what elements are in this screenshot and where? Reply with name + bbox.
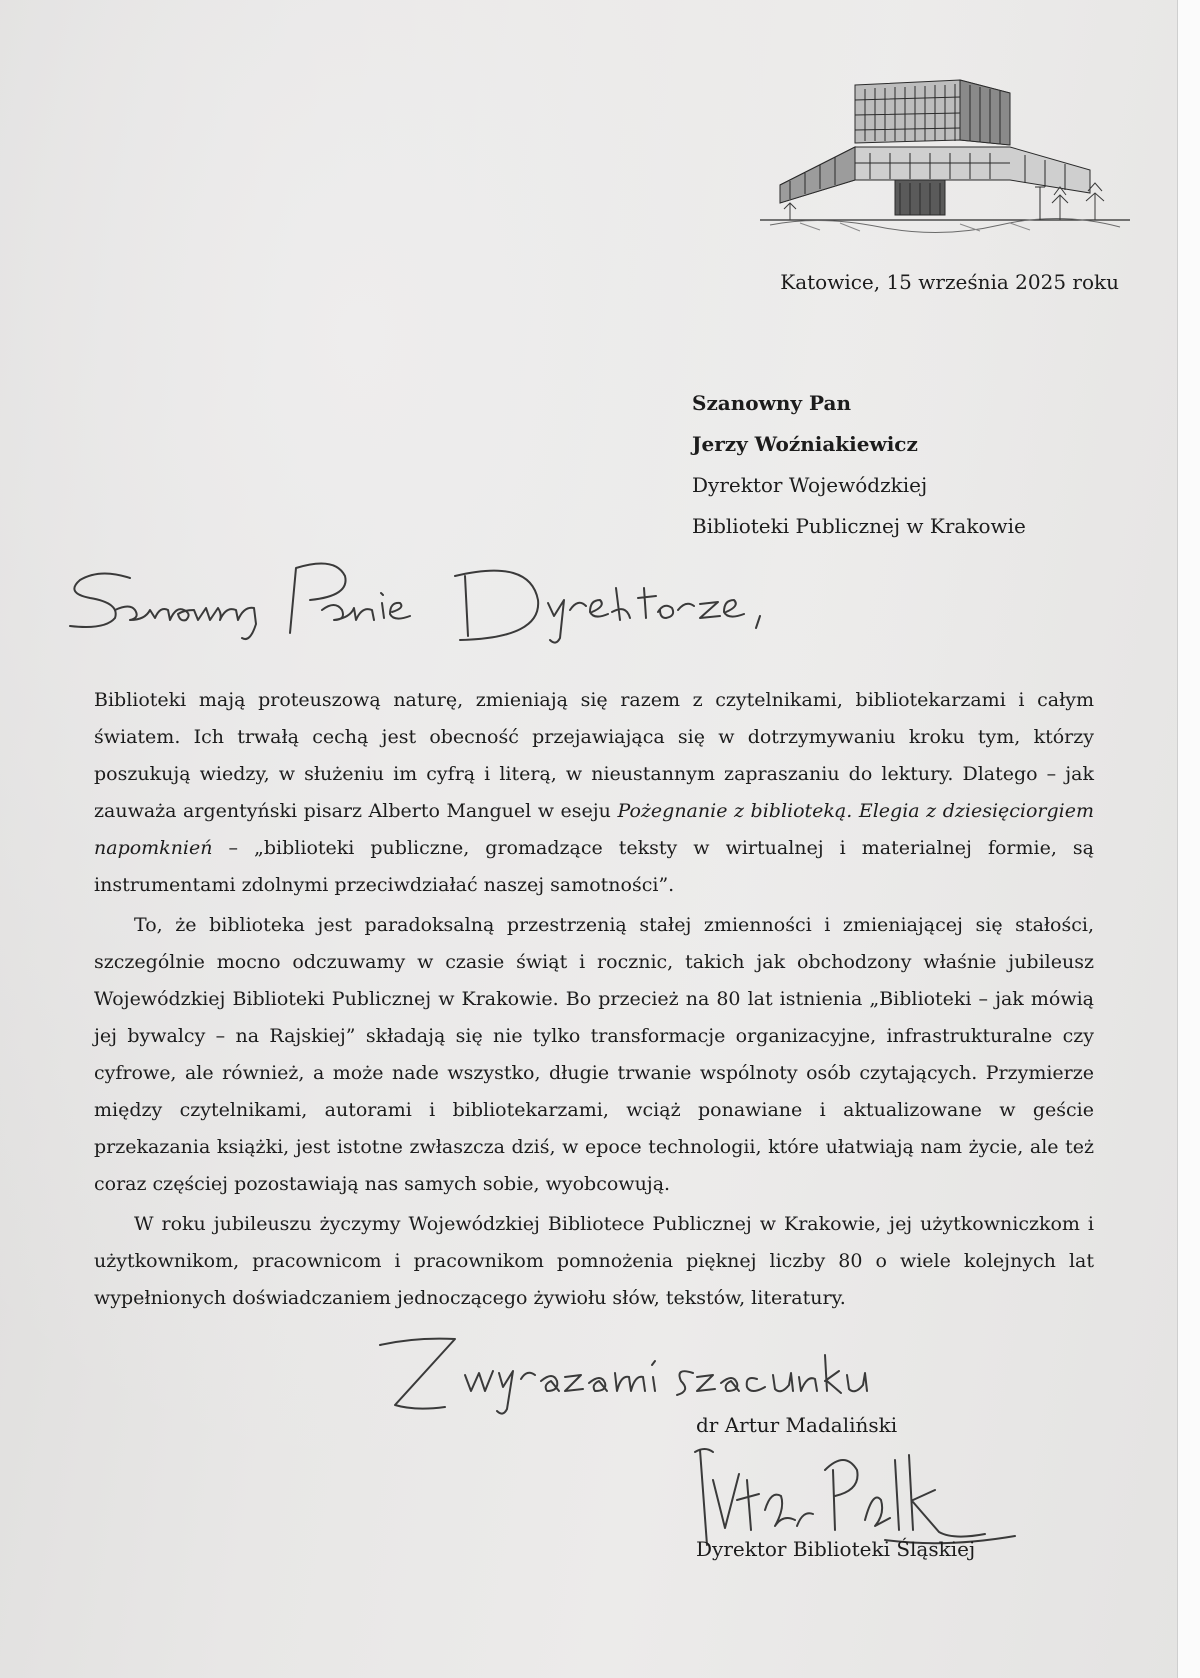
library-building-illustration	[760, 75, 1130, 240]
signer-role: Dyrektor Biblioteki Śląskiej	[696, 1537, 976, 1561]
recipient-block	[692, 383, 1026, 547]
recipient-title-line2: Biblioteki Publicznej w Krakowie	[692, 514, 1026, 538]
paragraph-1	[94, 682, 1094, 904]
recipient-title-line1: Dyrektor Wojewódzkiej	[692, 473, 928, 497]
essay-title: Pożegnanie z biblioteką. Elegia z dziesięciorgiem napomknień	[94, 800, 1094, 859]
paragraph-1-part-b: – „biblioteki publiczne, gromadzące teksty w wirtualnej i materialnej formie, są instrumentami zdolnymi przeciwdziałać naszej samotności”.	[94, 837, 1094, 896]
paragraph-2: To, że biblioteka jest paradoksalną przestrzenią stałej zmienności i zmieniającej się stałości, szczególnie mocno odczuwamy w czasie świąt i rocznic, takich jak obchodzony właśnie jubileusz Wojewódzkiej Biblioteki Publicznej w Krakowie. Bo przecież na 80 lat istnienia „Biblioteki – jak mówią jej bywalcy – na Rajskiej” składają się nie tylko transformacje organizacyjne, infrastrukturalne czy cyfrowe, ale również, a może nade wszystko, długie trwanie wspólnoty osób czytających. Przymierze między czytelnikami, autorami i bibliotekarzami, wciąż ponawiane i aktualizowane w geście przekazania książki, jest istotne zwłaszcza dziś, w epoce technologii, które ułatwiają nam życie, ale też coraz częściej pozostawiają nas samych sobie, wyobcowują.	[94, 914, 1094, 1195]
paragraph-3: W roku jubileuszu życzymy Wojewódzkiej Bibliotece Publicznej w Krakowie, jej użytkowniczkom i użytkownikom, pracownicom i pracownikom pomnożenia pięknej liczby 80 o wiele kolejnych lat wypełnionych doświadczaniem jednoczącego żywiołu słów, tekstów, literatury.	[94, 1213, 1094, 1309]
recipient-name: Jerzy Woźniakiewicz	[692, 432, 918, 456]
place-date: Katowice, 15 września 2025 roku	[780, 270, 1119, 294]
paragraph-1-part-a: Biblioteki mają proteuszową naturę, zmieniają się razem z czytelnikami, bibliotekarzami i całym światem. Ich trwałą cechą jest obecność przejawiająca się w dotrzymywaniu kroku tym, którzy poszukują wiedzy, w służeniu im cyfrą i literą, w nieustannym zapraszaniu do lektury. Dlatego – jak zauważa argentyński pisarz Alberto Manguel w eseju	[94, 689, 1094, 822]
handwritten-salutation	[60, 548, 860, 658]
page-edge	[1177, 0, 1200, 1678]
letter-body	[94, 682, 1094, 1320]
signer-name: dr Artur Madaliński	[696, 1413, 898, 1437]
recipient-salutation: Szanowny Pan	[692, 391, 851, 415]
